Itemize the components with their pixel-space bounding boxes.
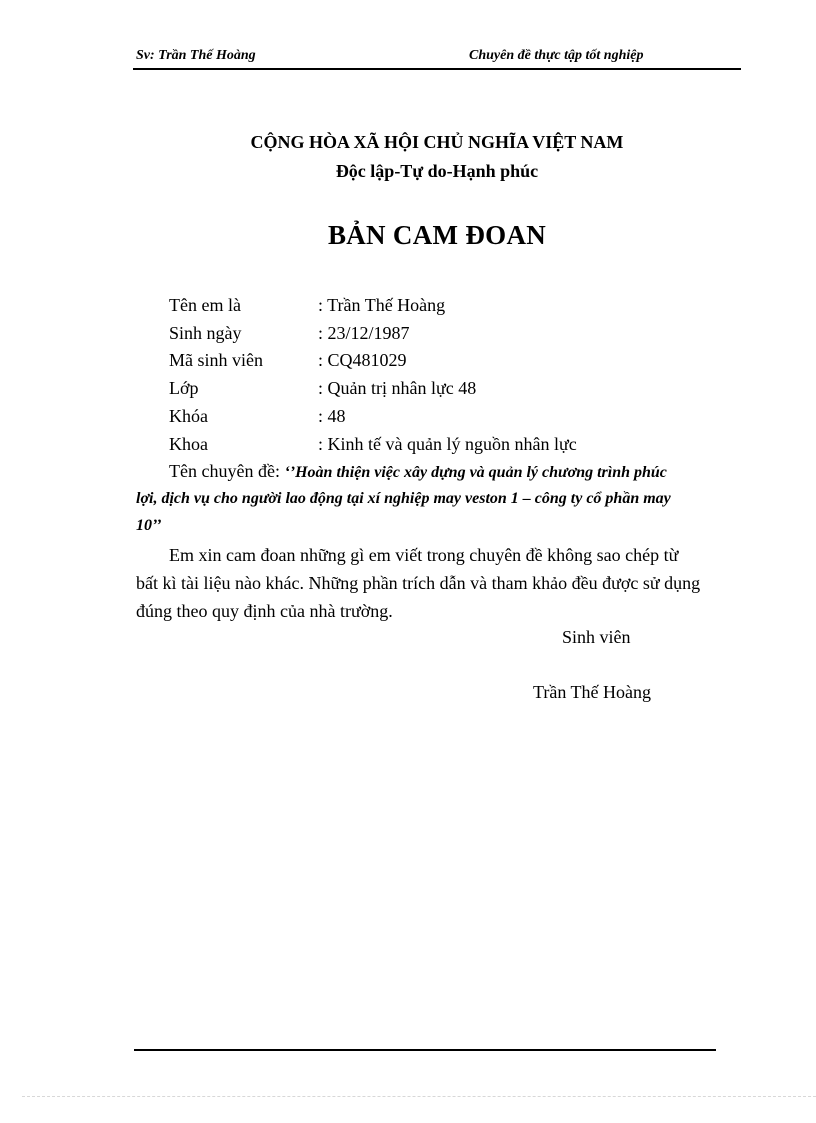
header-student-name: Sv: Trần Thế Hoàng bbox=[136, 48, 256, 63]
info-value: : Kinh tế và quản lý nguồn nhân lực bbox=[318, 434, 577, 454]
info-value: : Quản trị nhân lực 48 bbox=[318, 378, 477, 398]
info-label: Khoa bbox=[169, 434, 208, 454]
info-value: : 23/12/1987 bbox=[318, 323, 410, 343]
national-heading: CỘNG HÒA XÃ HỘI CHỦ NGHĨA VIỆT NAM bbox=[250, 132, 624, 152]
topic-line-1 bbox=[169, 461, 667, 482]
declaration-line-3: đúng theo quy định của nhà trường. bbox=[136, 601, 393, 621]
info-value: : CQ481029 bbox=[318, 350, 407, 370]
declaration-line-2: bất kì tài liệu nào khác. Những phần trích dẫn và tham khảo đều được sử dụng bbox=[136, 573, 701, 593]
footer-rule bbox=[134, 1049, 716, 1051]
info-label: Mã sinh viên bbox=[169, 350, 263, 370]
declaration-line-1: Em xin cam đoan những gì em viết trong chuyên đề không sao chép từ bbox=[169, 545, 679, 565]
info-label: Lớp bbox=[169, 378, 199, 398]
info-label: Sinh ngày bbox=[169, 323, 242, 343]
signature-role: Sinh viên bbox=[562, 627, 631, 647]
info-label: Khóa bbox=[169, 406, 208, 426]
page-edge-divider bbox=[22, 1096, 816, 1097]
info-label: Tên em là bbox=[169, 295, 241, 315]
info-value: : 48 bbox=[318, 406, 346, 426]
topic-label: Tên chuyên đề: bbox=[169, 461, 280, 481]
topic-title-part-1: ‘’Hoàn thiện việc xây dựng và quản lý chương trình phúc bbox=[284, 464, 667, 481]
info-value: : Trần Thế Hoàng bbox=[318, 295, 446, 315]
topic-title-part-2: lợi, dịch vụ cho người lao động tại xí nghiệp may veston 1 – công ty cổ phần may bbox=[136, 490, 671, 507]
national-motto: Độc lập-Tự do-Hạnh phúc bbox=[335, 161, 539, 181]
document-title: BẢN CAM ĐOAN bbox=[327, 220, 547, 250]
header-document-type: Chuyên đề thực tập tốt nghiệp bbox=[469, 48, 644, 63]
topic-title-part-3: 10’’ bbox=[136, 517, 162, 534]
signature-name: Trần Thế Hoàng bbox=[533, 682, 651, 702]
page-header bbox=[133, 46, 741, 70]
